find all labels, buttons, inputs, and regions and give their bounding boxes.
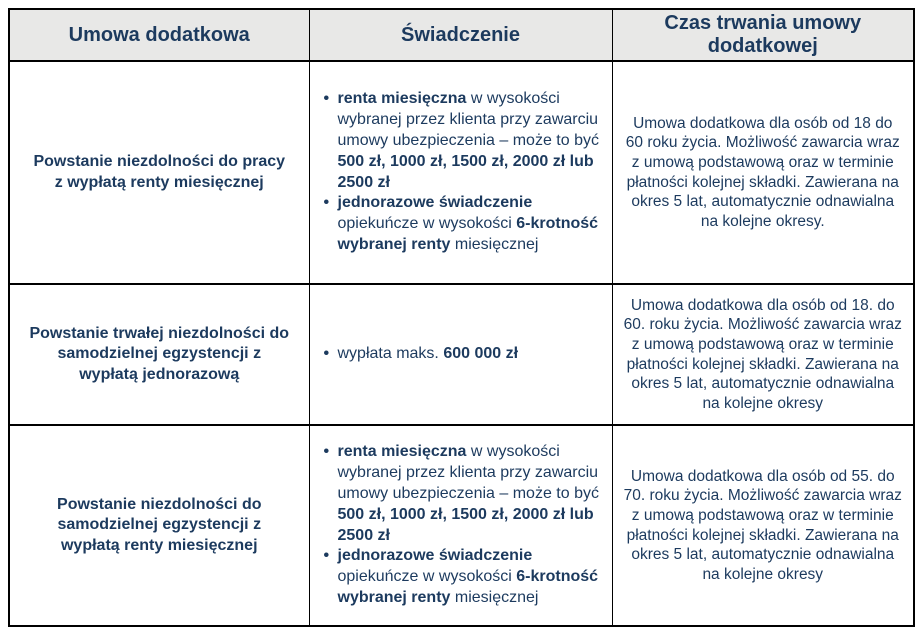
- benefit-text-bold: renta miesięczna: [337, 90, 467, 108]
- benefit-item: [320, 344, 606, 365]
- benefit-text-bold: jednorazowe świadczenie: [337, 194, 533, 212]
- benefit-list: [320, 89, 606, 255]
- table-row: [9, 284, 914, 425]
- header-row: [9, 9, 914, 61]
- duration-cell: Umowa dodatkowa dla osób od 18. do 60. roku życia. Możliwość zawarcia wraz z umową podstawową oraz w terminie płatności kolejnej składki. Zawierana na okres 5 lat, automatycznie odnawialna na kolejne okresy: [612, 284, 914, 425]
- benefits-table: [8, 8, 915, 627]
- benefit-text: w wysokości wybranej przez klienta przy zawarciu umowy ubezpieczenia – może to być: [337, 90, 599, 149]
- benefit-item: [320, 193, 606, 255]
- table-row: [9, 425, 914, 626]
- benefit-text: w wysokości wybranej przez klienta przy zawarciu umowy ubezpieczenia – może to być: [337, 443, 599, 502]
- benefit-text: opiekuńcze w wysokości: [337, 215, 517, 233]
- benefits-cell: [309, 61, 612, 284]
- benefit-item: [320, 442, 606, 546]
- benefit-item: [320, 89, 606, 193]
- column-header-swiadczenie: Świadczenie: [309, 9, 612, 61]
- benefits-table-container: [8, 8, 915, 627]
- agreement-name: Powstanie niezdolności do pracy z wypłatą renty miesięcznej: [9, 61, 309, 284]
- benefits-cell: [309, 284, 612, 425]
- column-header-umowa-dodatkowa: Umowa dodatkowa: [9, 9, 309, 61]
- benefit-text: miesięcznej: [450, 588, 539, 606]
- agreement-name: Powstanie niezdolności do samodzielnej egzystencji z wypłatą renty miesięcznej: [9, 425, 309, 626]
- benefit-text-bold: 6-krotność wybranej renty: [337, 215, 599, 253]
- benefit-text-bold: 600 000 zł: [443, 345, 519, 363]
- agreement-name: Powstanie trwałej niezdolności do samodzielnej egzystencji z wypłatą jednorazową: [9, 284, 309, 425]
- column-header-czas-trwania: Czas trwania umowy dodatkowej: [612, 9, 914, 61]
- duration-cell: Umowa dodatkowa dla osób od 55. do 70. roku życia. Możliwość zawarcia wraz z umową podstawową oraz w terminie płatności kolejnej składki. Zawierana na okres 5 lat, automatycznie odnawialna na kolejne okresy: [612, 425, 914, 626]
- benefit-item: [320, 546, 606, 608]
- benefit-text-bold: 6-krotność wybranej renty: [337, 568, 599, 606]
- benefits-cell: [309, 425, 612, 626]
- benefit-text: opiekuńcze w wysokości: [337, 568, 517, 586]
- benefit-text-bold: renta miesięczna: [337, 443, 467, 461]
- benefit-text-bold: 500 zł, 1000 zł, 1500 zł, 2000 zł lub 2500 zł: [337, 505, 594, 544]
- benefit-list: [320, 344, 606, 365]
- benefit-text: miesięcznej: [450, 235, 539, 253]
- duration-cell: Umowa dodatkowa dla osób od 18 do 60 roku życia. Możliwość zawarcia wraz z umową podstawową oraz w terminie płatności kolejnej składki. Zawierana na okres 5 lat, automatycznie odnawialna na kolejne okresy.: [612, 61, 914, 284]
- table-row: [9, 61, 914, 284]
- benefit-text-bold: jednorazowe świadczenie: [337, 547, 533, 565]
- benefit-text-bold: 500 zł, 1000 zł, 1500 zł, 2000 zł lub 2500 zł: [337, 152, 594, 191]
- benefit-list: [320, 442, 606, 608]
- benefit-text: wypłata maks.: [337, 345, 444, 363]
